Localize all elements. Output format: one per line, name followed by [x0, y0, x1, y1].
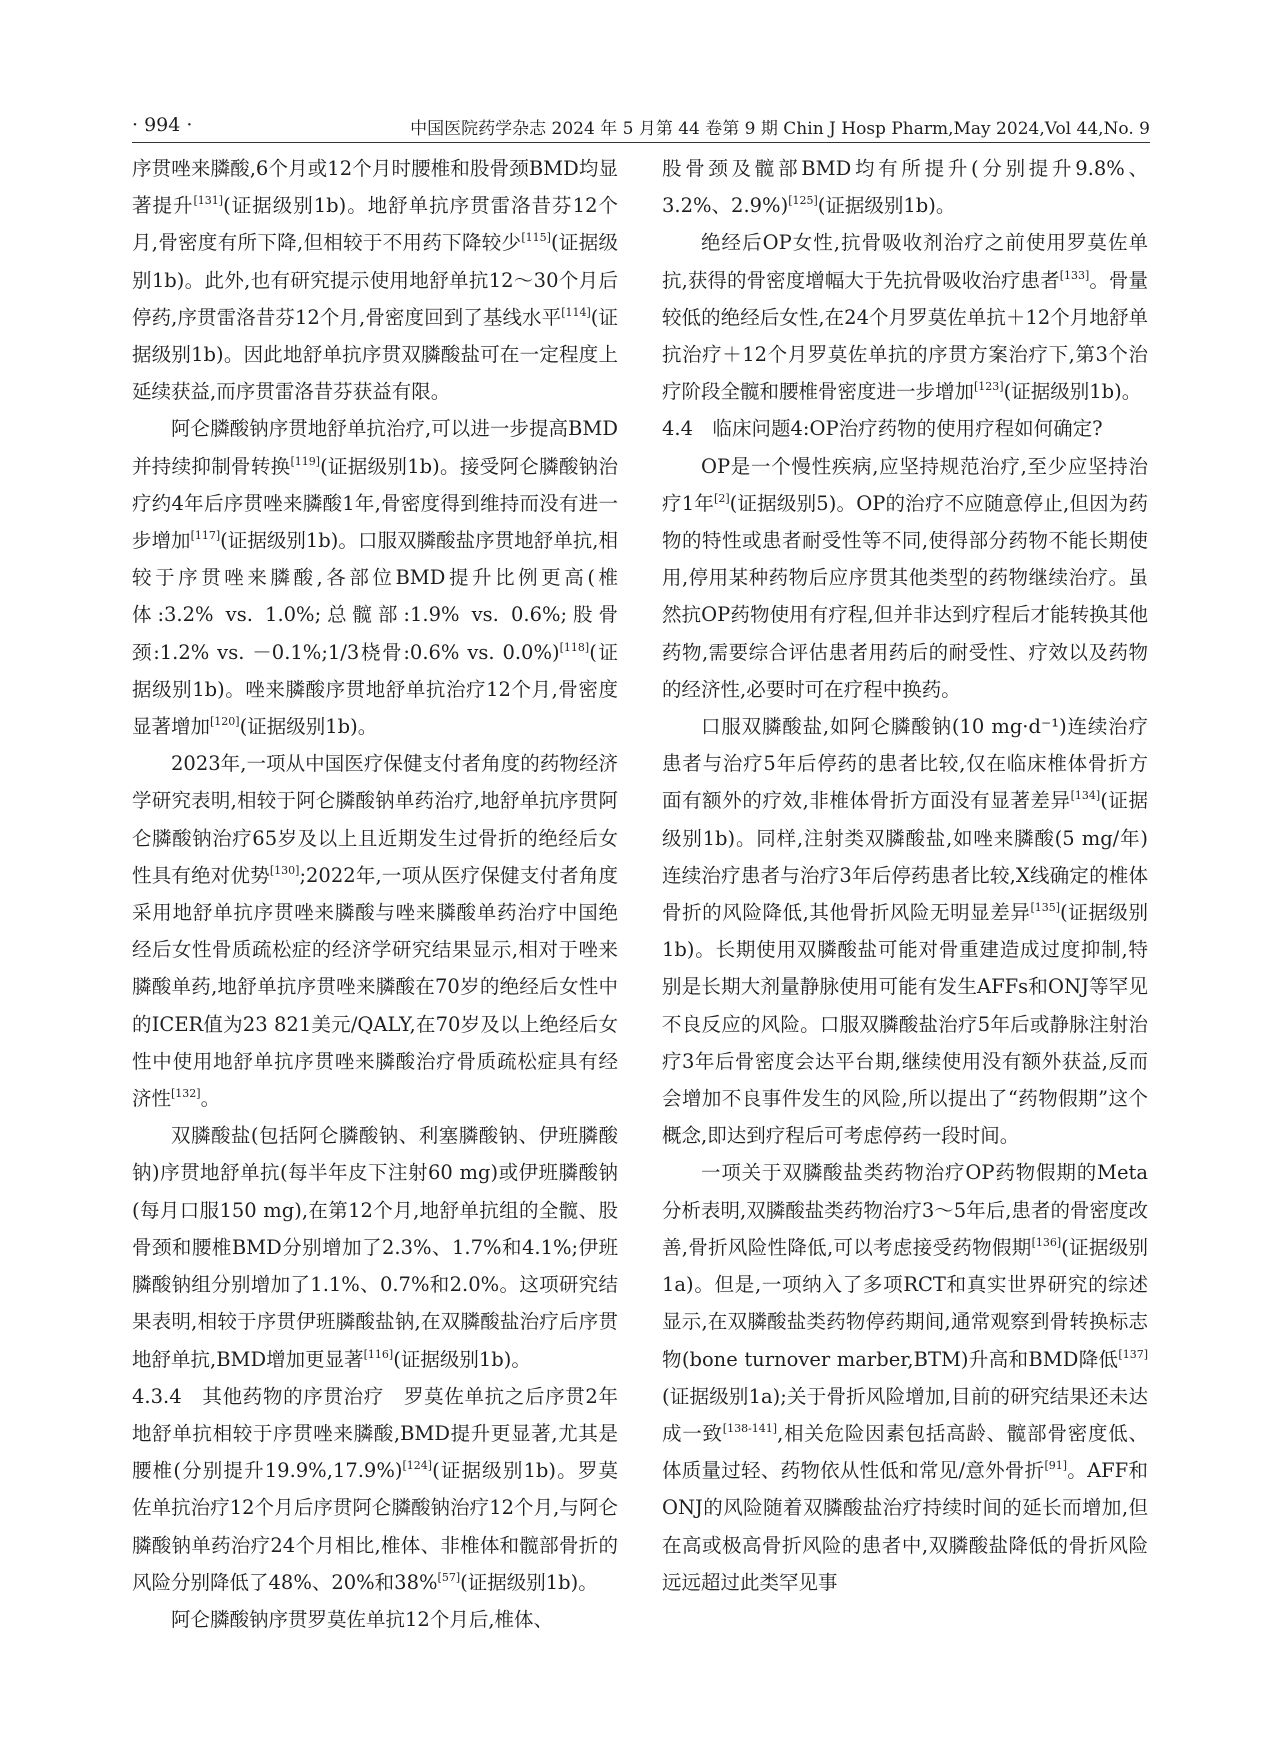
citation-ref: [134]	[1070, 789, 1101, 803]
text-run: 股骨颈及髋部BMD均有所提升(分别提升9.8%、3.2%、2.9%)	[662, 157, 1148, 218]
body-paragraph	[132, 150, 618, 410]
text-run: 。骨量较低的绝经后女性,在24个月罗莫佐单抗＋12个月地舒单抗治疗＋12个月罗莫佐单抗的序贯方案治疗下,第3个治疗阶段全髋和腰椎骨密度进一步增加	[662, 268, 1148, 404]
body-paragraph	[132, 1601, 618, 1638]
running-header	[132, 114, 1150, 143]
text-run: 双膦酸盐(包括阿仑膦酸钠、利塞膦酸钠、伊班膦酸钠)序贯地舒单抗(每半年皮下注射60 mg)或伊班膦酸钠(每月口服150 mg),在第12个月,地舒单抗组的全髋、股骨颈和腰椎BMD分别增加了2.3%、1.7%和4.1%;伊班膦酸钠组分别增加了1.1%、0.7%和2.0%。这项研究结果表明,相较于序贯伊班膦酸盐钠,在双膦酸盐治疗后序贯地舒单抗,BMD增加更显著	[132, 1124, 618, 1371]
body-paragraph	[662, 1154, 1148, 1600]
citation-ref: [124]	[402, 1459, 433, 1473]
text-run: (证据级别1b)。口服双膦酸盐序贯地舒单抗,相较于序贯唑来膦酸,各部位BMD提升比例更高(椎体:3.2% vs. 1.0%;总髋部:1.9% vs. 0.6%;股骨颈:1.2% vs. －0.1%;1/3桡骨:0.6% vs. 0.0%)	[132, 529, 618, 664]
citation-ref: [114]	[561, 305, 591, 319]
text-run: 阿仑膦酸钠序贯地舒单抗治疗,可以进一步提高BMD并持续抑制骨转换	[132, 417, 618, 478]
citation-ref: [135]	[1030, 901, 1061, 915]
page-number: · 994 ·	[132, 114, 193, 136]
text-run: 。	[200, 1087, 221, 1111]
body-paragraph	[662, 708, 1148, 1154]
text-run: (证据级别1b)。长期使用双膦酸盐可能对骨重建造成过度抑制,特别是长期大剂量静脉使用可能有发生AFFs和ONJ等罕见不良反应的风险。口服双膦酸盐治疗5年后或静脉注射治疗3年后骨密度会达平台期,继续使用没有额外获益,反而会增加不良事件发生的风险,所以提出了“药物假期”这个概念,即达到疗程后可考虑停药一段时间。	[662, 901, 1149, 1148]
text-run: (证据级别1b)。	[393, 1347, 531, 1371]
citation-ref: [132]	[171, 1087, 201, 1101]
body-paragraph	[132, 410, 618, 745]
text-run: (证据级别1b)。同样,注射类双膦酸盐,如唑来膦酸(5 mg/年)连续治疗患者与治疗3年后停药患者比较,X线确定的椎体骨折的风险降低,其他骨折风险无明显差异	[662, 789, 1149, 925]
citation-ref: [133]	[1059, 268, 1090, 282]
text-run: 4.4 临床问题4:OP治疗药物的使用疗程如何确定?	[662, 417, 1103, 441]
section-heading-paragraph	[662, 410, 1148, 447]
left-column	[132, 150, 618, 1638]
citation-ref: [120]	[210, 715, 240, 729]
citation-ref: [91]	[1044, 1459, 1068, 1473]
citation-ref: [2]	[714, 491, 730, 505]
text-run: (证据级别1b)。唑来膦酸序贯地舒单抗治疗12个月,骨密度显著增加	[132, 640, 618, 739]
text-run: 4.3.4 其他药物的序贯治疗 罗莫佐单抗之后序贯2年地舒单抗相较于序贯唑来膦酸,BMD提升更显著,尤其是腰椎(分别提升19.9%,17.9%)	[132, 1384, 618, 1483]
text-run: OP是一个慢性疾病,应坚持规范治疗,至少应坚持治疗1年	[662, 454, 1148, 515]
body-paragraph	[662, 224, 1148, 410]
citation-ref: [116]	[363, 1347, 394, 1361]
text-run: 2023年,一项从中国医疗保健支付者角度的药物经济学研究表明,相较于阿仑膦酸钠单药治疗,地舒单抗序贯阿仑膦酸钠治疗65岁及以上且近期发生过骨折的绝经后女性具有绝对优势	[132, 752, 618, 887]
citation-ref: [118]	[559, 640, 590, 654]
text-run: (证据级别1b)。	[817, 194, 956, 218]
text-run: (证据级别1a);关于骨折风险增加,目前的研究结果还未达成一致	[662, 1384, 1148, 1445]
citation-ref: [138-141]	[722, 1421, 778, 1435]
citation-ref: [117]	[190, 529, 221, 543]
citation-ref: [119]	[290, 454, 321, 468]
body-paragraph	[662, 150, 1148, 224]
citation-ref: [125]	[788, 194, 818, 208]
text-run: (证据级别1b)。	[1003, 380, 1142, 404]
text-run: 一项关于双膦酸盐类药物治疗OP药物假期的Meta分析表明,双膦酸盐类药物治疗3～5年后,患者的骨密度改善,骨折风险性降低,可以考虑接受药物假期	[662, 1161, 1148, 1259]
text-run: (证据级别1a)。但是,一项纳入了多项RCT和真实世界研究的综述显示,在双膦酸盐类药物停药期间,通常观察到骨转换标志物(bone turnover marber,BTM)升高和BMD降低	[662, 1235, 1148, 1371]
citation-ref: [130]	[269, 863, 300, 877]
text-run: (证据级别1b)。	[460, 1570, 598, 1594]
body-paragraph	[132, 745, 618, 1117]
text-run: (证据级别1b)。此外,也有研究提示使用地舒单抗12～30个月后停药,序贯雷洛昔芬12个月,骨密度回到了基线水平	[132, 231, 619, 329]
body-paragraph	[132, 1117, 618, 1377]
body-paragraph	[662, 448, 1148, 708]
citation-ref: [131]	[193, 194, 224, 208]
text-run: 口服双膦酸盐,如阿仑膦酸钠(10 mg·d⁻¹)连续治疗患者与治疗5年后停药的患者比较,仅在临床椎体骨折方面有额外的疗效,非椎体骨折方面没有显著差异	[662, 715, 1148, 813]
journal-citation: 中国医院药学杂志 2024 年 5 月第 44 卷第 9 期 Chin J Hosp Pharm,May 2024,Vol 44,No. 9	[410, 119, 1150, 139]
text-run: 阿仑膦酸钠序贯罗莫佐单抗12个月后,椎体、	[171, 1607, 554, 1631]
text-run: (证据级别1b)。接受阿仑膦酸钠治疗约4年后序贯唑来膦酸1年,骨密度得到维持而没有进一步增加	[132, 454, 618, 553]
text-run: ,相关危险因素包括高龄、髋部骨密度低、体质量过轻、药物依从性低和常见/意外骨折	[662, 1421, 1148, 1483]
citation-ref: [136]	[1031, 1235, 1062, 1249]
citation-ref: [57]	[437, 1570, 461, 1584]
section-heading-paragraph	[132, 1378, 618, 1601]
text-run: 。AFF和ONJ的风险随着双膦酸盐治疗持续时间的延长而增加,但在高或极高骨折风险的患者中,双膦酸盐降低的骨折风险远远超过此类罕见事	[662, 1459, 1148, 1594]
text-run: (证据级别1b)。因此地舒单抗序贯双膦酸盐可在一定程度上延续获益,而序贯雷洛昔芬获益有限。	[132, 305, 618, 404]
text-run: 序贯唑来膦酸,6个月或12个月时腰椎和股骨颈BMD均显著提升	[132, 157, 618, 218]
citation-ref: [115]	[521, 231, 551, 245]
text-run: (证据级别1b)。罗莫佐单抗治疗12个月后序贯阿仑膦酸钠治疗12个月,与阿仑膦酸钠单药治疗24个月相比,椎体、非椎体和髋部骨折的风险分别降低了48%、20%和38%	[132, 1459, 618, 1594]
right-column	[662, 150, 1148, 1601]
citation-ref: [123]	[974, 380, 1004, 394]
text-run: (证据级别1b)。地舒单抗序贯雷洛昔芬12个月,骨密度有所下降,但相较于不用药下降较少	[132, 194, 618, 255]
text-run: (证据级别1b)。	[239, 715, 378, 739]
text-run: (证据级别5)。OP的治疗不应随意停止,但因为药物的特性或患者耐受性等不同,使得部分药物不能长期使用,停用某种药物后应序贯其他类型的药物继续治疗。虽然抗OP药物使用有疗程,但并非达到疗程后才能转换其他药物,需要综合评估患者用药后的耐受性、疗效以及药物的经济性,必要时可在疗程中换药。	[662, 491, 1148, 701]
citation-ref: [137]	[1118, 1347, 1148, 1361]
text-run: ;2022年,一项从医疗保健支付者角度采用地舒单抗序贯唑来膦酸与唑来膦酸单药治疗中国绝经后女性骨质疏松症的经济学研究结果显示,相对于唑来膦酸单药,地舒单抗序贯唑来膦酸在70岁的绝经后女性中的ICER值为23 821美元/QALY,在70岁及以上绝经后女性中使用地舒单抗序贯唑来膦酸治疗骨质疏松症具有经济性	[132, 863, 618, 1111]
text-run: 绝经后OP女性,抗骨吸收剂治疗之前使用罗莫佐单抗,获得的骨密度增幅大于先抗骨吸收治疗患者	[662, 231, 1148, 292]
